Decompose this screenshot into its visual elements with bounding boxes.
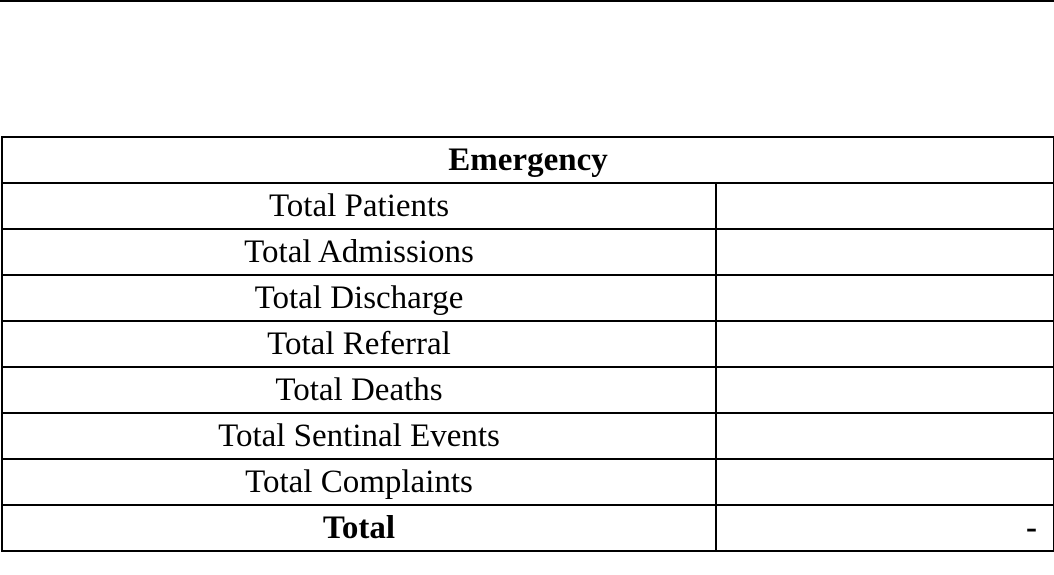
table-header-row — [2, 137, 1054, 183]
table-row — [2, 367, 1054, 413]
row-value-total-sentinal-events — [716, 413, 1054, 459]
row-value-total-discharge — [716, 275, 1054, 321]
emergency-table — [1, 136, 1054, 552]
table-row — [2, 275, 1054, 321]
row-label-total-admissions: Total Admissions — [2, 229, 716, 275]
row-label-total-sentinal-events: Total Sentinal Events — [2, 413, 716, 459]
table-row — [2, 229, 1054, 275]
table-total-row — [2, 505, 1054, 551]
row-label-total-patients: Total Patients — [2, 183, 716, 229]
total-label: Total — [2, 505, 716, 551]
row-label-total-referral: Total Referral — [2, 321, 716, 367]
row-label-total-complaints: Total Complaints — [2, 459, 716, 505]
row-label-total-discharge: Total Discharge — [2, 275, 716, 321]
table-row — [2, 183, 1054, 229]
row-value-total-referral — [716, 321, 1054, 367]
row-value-total-deaths — [716, 367, 1054, 413]
top-rule — [0, 0, 1054, 2]
table-row — [2, 459, 1054, 505]
row-value-total-admissions — [716, 229, 1054, 275]
table-title: Emergency — [2, 137, 1054, 183]
table-row — [2, 321, 1054, 367]
row-value-total-complaints — [716, 459, 1054, 505]
table-row — [2, 413, 1054, 459]
total-value: - — [716, 505, 1054, 551]
row-value-total-patients — [716, 183, 1054, 229]
row-label-total-deaths: Total Deaths — [2, 367, 716, 413]
